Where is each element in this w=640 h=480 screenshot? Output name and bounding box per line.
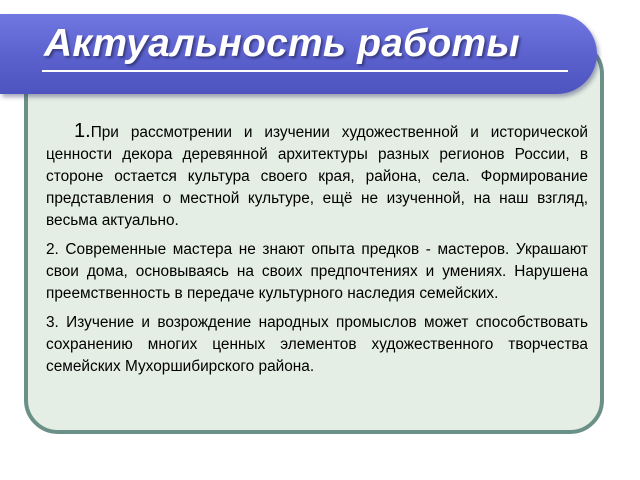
paragraph-1-text: При рассмотрении и изучении художественной и исторической ценности декора деревянной архитектуры разных регионов России, в стороне остается культура своего края, района, села. Формирование представления о местной культуре, ещё не изученной, на наш взгляд, весьма актуально. <box>46 124 588 229</box>
page-title: Актуальность работы <box>44 22 520 65</box>
paragraph-2: 2. Современные мастера не знают опыта предков - мастеров. Украшают свои дома, основываясь на своих предпочтениях и умениях. Нарушена преемственность в передаче культурного наследия семейских. <box>46 241 588 302</box>
paragraph-1-number: 1. <box>74 120 91 142</box>
paragraph-3: 3. Изучение и возрождение народных промыслов может способствовать сохранению многих ценных элементов художественного творчества семейских Мухоршибирского района. <box>46 314 588 375</box>
paragraph-1 <box>46 120 588 232</box>
title-underline <box>42 70 568 72</box>
body-text <box>46 120 588 385</box>
